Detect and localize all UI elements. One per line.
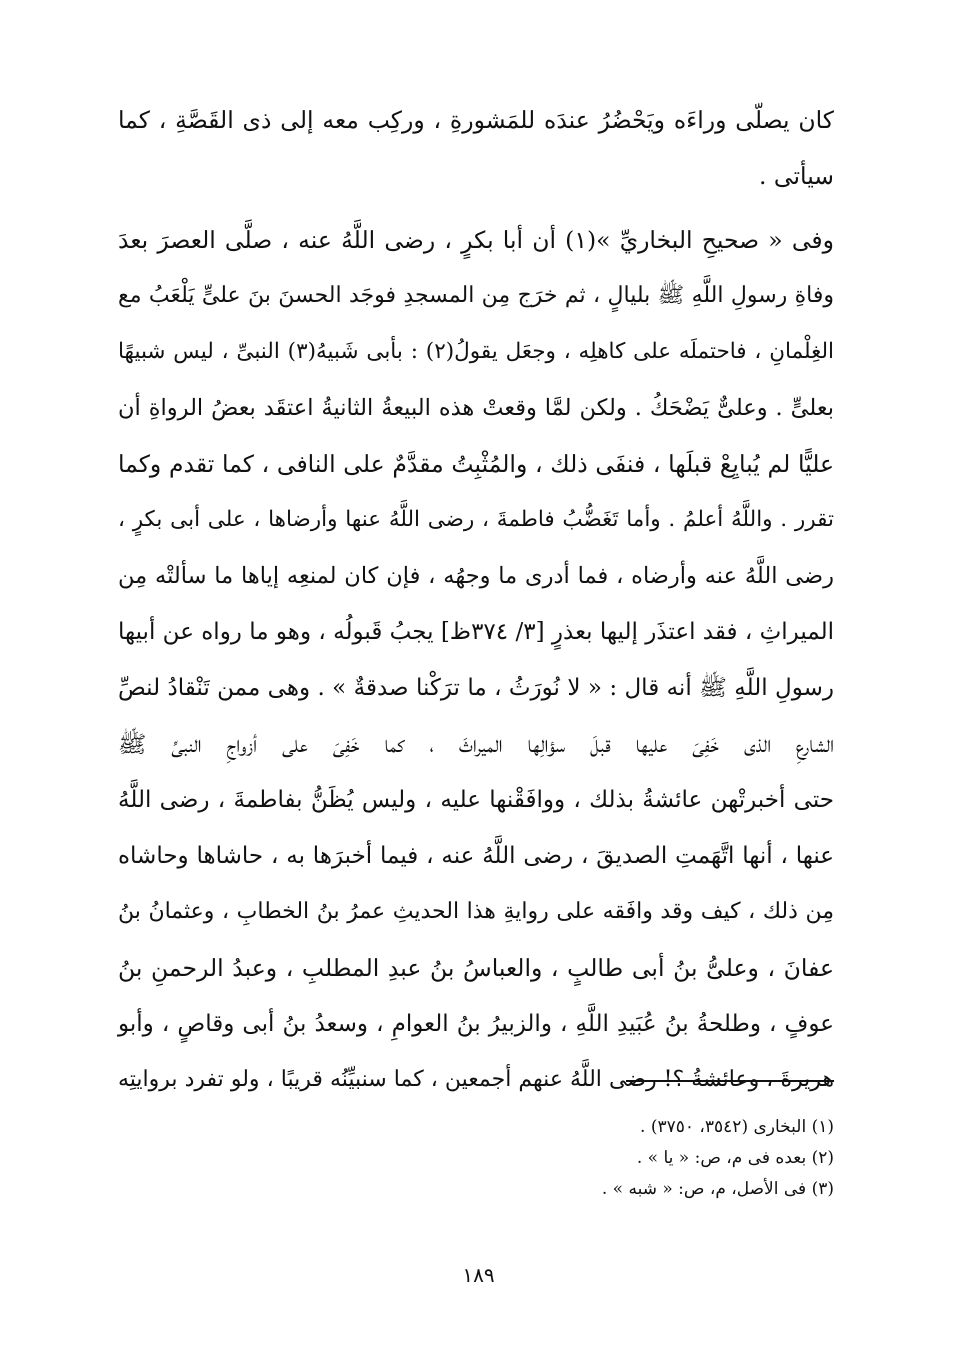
- main-text: [118, 92, 834, 1108]
- text-line: وفى « صحيحِ البخاريِّ »(١) أن أبا بكرٍ ، رضى اللَّهُ عنه ، صلَّى العصرَ بعدَ: [118, 226, 834, 254]
- text-line: مِن ذلك ، كيف وقد وافَقه على روايةِ هذا الحديثِ عمرُ بنُ الخطابِ ، وعثمانُ بنُ: [118, 899, 834, 924]
- text-line: الشارعِ الذى خَفِىَ عليها قبلَ سؤالِها الميراثَ ، كما خَفِىَ على أزواجِ النبىِّ ﷺ: [118, 730, 834, 758]
- page-number: ١٨٩: [462, 1263, 495, 1287]
- text-line: عوفٍ ، وطلحةُ بنُ عُبَيدِ اللَّهِ ، والزبيرُ بنُ العوامِ ، وسعدُ بنُ أبى وقاصٍ ، وأبو: [118, 1011, 834, 1037]
- text-line: حتى أخبرتْهن عائشةُ بذلك ، ووافَقْنها عليه ، وليس يُظَنُّ بفاطمةَ ، رضى اللَّهُ: [118, 787, 834, 813]
- text-line: رضى اللَّهُ عنه وأرضاه ، فما أدرى ما وجهُه ، فإن كان لمنعِه إياها ما سألتْه مِن: [118, 563, 834, 589]
- text-line: هريرةَ ، وعائشةُ ؟! رضى اللَّهُ عنهم أجمعين ، كما سنبيِّنُه قريبًا ، ولو تفرد بروايتِه: [118, 1067, 834, 1092]
- text-line: رسولِ اللَّهِ ﷺ أنه قال : « لا نُورَثُ ، ما ترَكْنا صدقةٌ » . وهى ممن تَنْقادُ لنصِّ: [118, 675, 834, 701]
- footnotes: [300, 1112, 834, 1205]
- footnote-2: (٢) بعده فى م، ص: « يا » .: [636, 1148, 834, 1168]
- text-line: وفاةِ رسولِ اللَّهِ ﷺ بليالٍ ، ثم خرَج مِن المسجدِ فوجَد الحسنَ بنَ علىٍّ يَلْعَبُ مع: [118, 283, 834, 308]
- paragraph-1: [118, 92, 834, 204]
- footnote-divider: [626, 1080, 834, 1082]
- footnote-1: (١) البخارى (٣٥٤٢، ٣٧٥٠) .: [640, 1117, 834, 1137]
- text-line: عنها ، أنها اتَّهَمتِ الصديقَ ، رضى اللَّهُ عنه ، فيما أخبرَها به ، حاشاها وحاشاه: [118, 843, 834, 869]
- text-line: بعلىٍّ . وعلىٌّ يَضْحَكُ . ولكن لمَّا وقعتْ هذه البيعةُ الثانيةُ اعتقَد بعضُ الرواةِ أن: [118, 395, 834, 421]
- text-line: عليًّا لم يُبايِعْ قبلَها ، فنفَى ذلك ، والمُثْبِتُ مقدَّمٌ على النافى ، كما تقدم وكما: [118, 450, 834, 478]
- text-line: الغِلْمانِ ، فاحتملَه على كاهلِه ، وجعَل يقولُ(٢) : بأبى شَبيهُ(٣) النبىِّ ، ليس شبيهًا: [118, 339, 835, 364]
- text-line: الميراثِ ، فقد اعتذَر إليها بعذرٍ [٣/ ٣٧٤ظ] يجبُ قَبولُه ، وهو ما رواه عن أبيها: [118, 619, 834, 645]
- text-line: عفانَ ، وعلىُّ بنُ أبى طالبٍ ، والعباسُ بنُ عبدِ المطلبِ ، وعبدُ الرحمنِ بنُ: [118, 954, 834, 982]
- text-line: كان يصلّى وراءَه ويَحْضُرُ عندَه للمَشورةِ ، وركِب معه إلى ذى القَصَّةِ ، كما: [118, 106, 834, 134]
- text-line: سيأتى .: [758, 162, 834, 190]
- paragraph-2: [118, 212, 834, 1108]
- footnote-3: (٣) فى الأصل، م، ص: « شبه » .: [601, 1179, 834, 1199]
- text-line: تقرر . واللَّهُ أعلمُ . وأما تَغَضُّبُ فاطمةَ ، رضى اللَّهُ عنها وأرضاها ، على أبى بكرٍ ،: [118, 507, 834, 532]
